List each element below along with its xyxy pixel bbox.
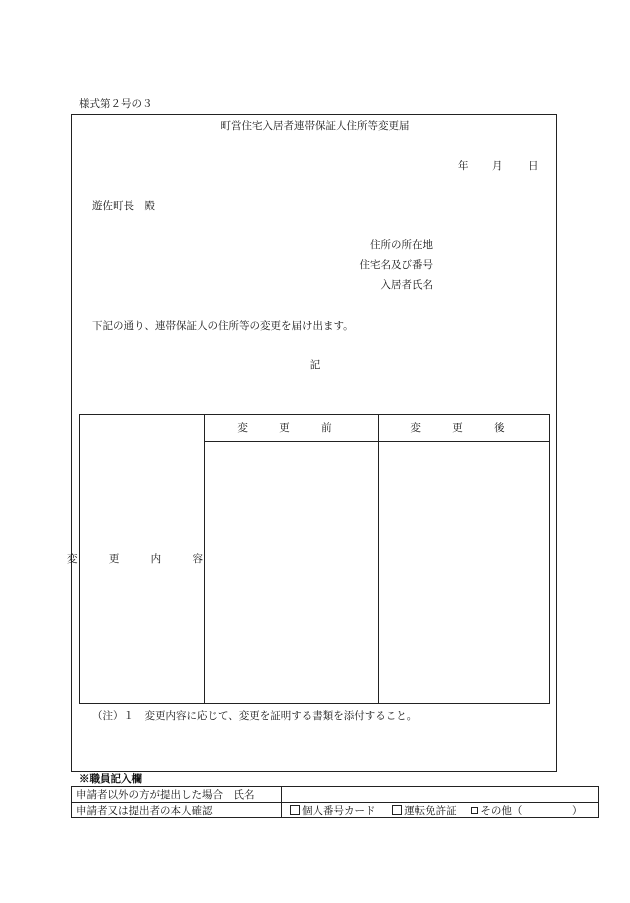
housing-label: 住宅名及び番号 [359, 259, 433, 271]
form-number: 様式第２号の３ [79, 98, 153, 110]
date-year: 年 [458, 160, 469, 172]
staff-row2-label: 申請者又は提出者の本人確認 [76, 805, 213, 817]
other-close-paren: ） [572, 805, 583, 817]
my-number-card-checkbox[interactable] [290, 805, 300, 815]
address-label: 住所の所在地 [370, 239, 433, 251]
staff-row-divider [71, 802, 599, 803]
my-number-card-label: 個人番号カード [302, 805, 376, 817]
drivers-license-checkbox[interactable] [392, 805, 402, 815]
staff-row1-label: 申請者以外の方が提出した場合 氏名 [76, 789, 255, 801]
other-checkbox[interactable] [471, 807, 478, 814]
row-header-cell [67, 415, 218, 703]
date-day: 日 [528, 160, 539, 172]
column-after-label: 変 更 後 [410, 422, 519, 434]
date-month: 月 [492, 160, 503, 172]
staff-col-divider [281, 786, 282, 818]
column-after-header [379, 415, 550, 441]
staff-heading: ※職員記入欄 [79, 773, 142, 785]
column-before-label: 変 更 前 [237, 422, 346, 434]
note: （注）１ 変更内容に応じて、変更を証明する書類を添付すること。 [92, 710, 418, 722]
ki-heading: 記 [309, 359, 321, 371]
form-title: 町営住宅入居者連帯保証人住所等変更届 [220, 120, 410, 132]
table-divider-2 [378, 414, 379, 704]
id-options [290, 804, 522, 818]
table-header-line [204, 441, 550, 442]
other-label: その他（ [480, 805, 523, 817]
resident-name-label: 入居者氏名 [380, 279, 433, 291]
column-before-header [205, 415, 378, 441]
statement: 下記の通り、連帯保証人の住所等の変更を届け出ます。 [92, 320, 354, 332]
addressee: 遊佐町長 殿 [92, 200, 155, 212]
drivers-license-label: 運転免許証 [404, 805, 457, 817]
row-header-label: 変 更 内 容 [67, 553, 218, 565]
